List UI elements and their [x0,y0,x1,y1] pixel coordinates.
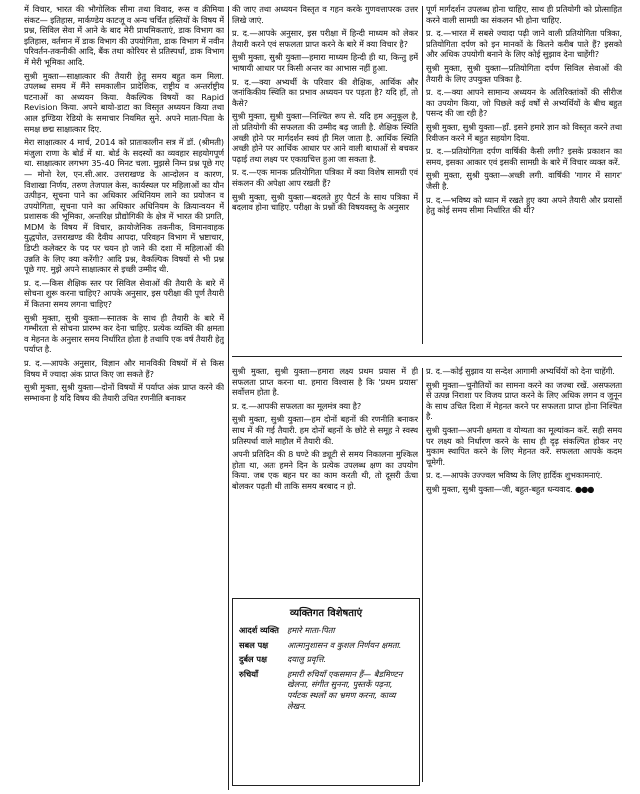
box-row-label: दुर्बल पक्ष [239,654,267,665]
question-paragraph: प्र. द.—एक मानक प्रतियोगिता पत्रिका में क्या विशेष सामग्री एवं संकलन की अपेक्षा आप रखती हैं? [232,167,418,188]
answer-paragraph: सुश्री मुक्ता, सुश्री युक्ता—हमारा लक्ष्य प्रथम प्रयास में ही सफलता प्राप्त करना था. हमारा विश्वास है कि 'प्रथम प्रयास' सर्वोत्तम होता है. [232,366,418,398]
text-column-3-top [426,4,622,344]
text-column-2-bottom [232,366,418,592]
section-divider [232,356,622,357]
box-title: व्यक्तिगत विशेषताएं [289,608,363,619]
answer-paragraph: सुश्री मुक्ता, सुश्री युक्ता—प्रतियोगिता दर्पण सिविल सेवाओं की तैयारी के लिए उपयुक्त पत्रिका है. [426,62,622,84]
box-row [233,625,419,636]
answer-paragraph: सुश्री मुक्ता, सुश्री युक्ता—हमारा माध्यम हिन्दी ही था, किन्तु हमें भाषायी आधार पर किसी अन्तर का आभास नहीं हुआ. [232,52,418,73]
question-paragraph: प्र. द.—आपकी सफलता का मूलमंत्र क्या है? [232,400,362,411]
question-paragraph: प्र. द.—आपके अनुसार, इस परीक्षा में हिन्दी माध्यम को लेकर तैयारी करने एवं सफलता प्राप्त करने के बारे में क्या विचार है? [232,28,418,49]
box-row [233,654,419,665]
text-column-1 [24,4,224,790]
closing-text: सुश्री मुक्ता, सुश्री युक्ता—जी, बहुत-बहुत धन्यवाद. [426,483,573,494]
answer-paragraph: सुश्री युक्ता—अपनी क्षमता व योग्यता का मूल्यांकन करें. सही समय पर लक्ष्य को निर्धारण करने के साथ ही दृढ़ संकल्पित होकर नए मुकाम स्थापित करने के लिए मेहनत करें. सफलता आपके कदम चूमेगी. [426,424,622,467]
box-row-label: आदर्श व्यक्ति [239,625,279,635]
personal-traits-box [232,598,420,786]
paragraph: पूर्ण मार्गदर्शन उपलब्ध होना चाहिए, साथ ही प्रतियोगी को प्रोत्साहित करने वाली सामग्री का संकलन भी होना चाहिए. [426,4,622,25]
box-row [233,669,419,711]
text-column-2-top [232,4,418,344]
column-divider [422,6,423,344]
paragraph: अपनी प्रतिदिन की 8 घण्टे की ड्यूटी से समय निकालना मुश्किल होता था, अतः हमने दिन के प्रत्येक उपलब्ध क्षण का उपयोग किया. जब एक बहन घर का काम करती थी, तो दूसरी ऊँचा बोलकर पढ़ती थी ताकि समय बरबाद न हो. [232,449,418,491]
question-paragraph: प्र. द.—कोई सुझाव या सन्देश आगामी अभ्यर्थियों को देना चाहेंगी. [426,366,615,376]
box-row-label: सबल पक्ष [239,639,269,650]
answer-paragraph: सुश्री मुक्ता, सुश्री युक्ता—निश्चित रूप से. यदि हम अनुकूल है, तो प्रतियोगी की सफलता की उम्मीद बढ़ जाती है. शैक्षिक स्थिति अच्छी होने पर मार्गदर्शन स्वयं ही मिल जाता है. आर्थिक स्थिति अच्छी होने पर आर्थिक आधार पर आने वाली बाधाओं से बचकर पढ़ाई तथा लक्ष्य पर एकाग्रचित्त हुआ जा सकता है. [232,111,418,164]
column-divider [422,368,423,782]
box-row-value: दयालु प्रवृत्ति. [287,654,326,665]
paragraph: में विचार, भारत की भौगोलिक सीमा तथा विवाद, रूस व क्रीमिया संकट— इतिहास, मार्कण्डेय काटजू व अन्य चर्चित हस्तियों के विषय में प्रश्न, सिविल सेवा में आने के बाद मेरी प्राथमिकताएं, डाक विभाग का इतिहास, वर्तमान में डाक विभाग की उपयोगिता, डाक विभाग में नवीन परिवर्तन-तकनीकी आदि, बैंक तथा कोरियर से प्रतिस्पर्धा, डाक विभाग में मेरी भूमिका आदि. [24,4,224,67]
answer-paragraph: सुश्री मुक्ता—चुनौतियों का सामना करने का जज्बा रखें. असफलता से उत्पन्न निराशा पर विजय प्राप्त करने के लिए अधिक लगन व जुनून के साथ उचित दिशा में मेहनत करने पर सफलता प्राप्त होना निश्चित है. [426,379,622,422]
question-paragraph: प्र. द.—भविष्य को ध्यान में रखते हुए क्या अपने तैयारी और प्रयासों हेतु कोई समय सीमा निर्धारित की थी? [426,194,622,216]
answer-paragraph: सुश्री मुक्ता, सुश्री युक्ता—दोनों विषयों में पर्याप्त अंक प्राप्त करने की सम्भावना है यदि विषय की तैयारी उचित रणनीति बनाकर [24,382,224,403]
end-mark: ●●● [574,483,594,494]
answer-paragraph: सुश्री मुक्ता, सुश्री युक्ता—स्नातक के साथ ही तैयारी के बारे में गम्भीरता से सोचना प्रारम्भ कर देना चाहिए. प्रत्येक व्यक्ति की क्षमता व मेहनत के अनुसार समय निर्धारित होता है तथापि एक वर्ष तैयारी हेतु पर्याप्त है. [24,312,224,355]
box-row-label: रुचियाँ [239,668,259,679]
box-row-value: हमारे माता-पिता [287,625,335,635]
column-divider [228,6,229,790]
paragraph: सुश्री मुक्ता—साक्षात्कार की तैयारी हेतु समय बहुत कम मिला. उपलब्ध समय में मैंने समकालीन प्रादेशिक, राष्ट्रीय व अन्तर्राष्ट्रीय घटनाओं का अध्ययन किया. वैकल्पिक विषयों का Rapid Revision किया. अपने बायो-डाटा का विस्तृत अध्ययन किया तथा आल इण्डिया रेडियो के समाचार नियमित सुने. अपने माता-पिता के समक्ष छद्म साक्षात्कार दिए. [24,70,224,134]
answer-paragraph: सुश्री मुक्ता, सुश्री युक्ता—अच्छी लगी. वार्षिकी 'गागर में सागर' जैसी है. [426,170,622,191]
question-paragraph: प्र. द.—भारत में सबसे ज्यादा पढ़ी जाने वाली प्रतियोगिता पत्रिका, प्रतियोगिता दर्पण को इन मानकों के कितने करीब पाते हैं? इसको और अधिक उपयोगी बनाने के लिए कोई सुझाव देना चाहेंगी? [426,28,622,60]
box-row-value: आत्मानुशासन व कुशल निर्णयन क्षमता. [287,639,402,650]
answer-paragraph: सुश्री मुक्ता, सुश्री युक्ता—हाँ. इसने हमारे ज्ञान को विस्तृत करने तथा रिवीजन करने में बहुत सहयोग दिया. [426,121,622,143]
question-paragraph: प्र. द.—किस शैक्षिक स्तर पर सिविल सेवाओं की तैयारी के बारे में सोचना शुरू करना चाहिए? आपके अनुसार, इस परीक्षा की पूर्ण तैयारी में कितना समय लगना चाहिए? [24,277,224,310]
question-paragraph: प्र. द.—आपके अनुसार, विज्ञान और मानविकी विषयों में से किस विषय में ज्यादा अंक प्राप्त किए जा सकते हैं? [24,358,224,379]
question-paragraph: प्र. द.—क्या आपने सामान्य अध्ययन के अतिरिक्तांकों की सीरीज का उपयोग किया, जो पिछले कई वर्षों से अभ्यर्थियों के बीच बहुत पसन्द की जा रही है? [426,87,622,119]
text-column-3-bottom [426,366,622,606]
answer-paragraph: सुश्री मुक्ता, सुश्री युक्ता—बदलते हुए पैटर्न के साथ पत्रिका में बदलाव होना चाहिए. परीक्षा के प्रश्नों की विषयवस्तु के अनुसार [232,191,418,213]
question-paragraph: प्र. द.—प्रतियोगिता दर्पण वार्षिकी कैसी लगी? इसके प्रकाशन का समय, इसका आकार एवं इसकी सामग्री के बारे में विचार व्यक्त करें. [426,146,622,167]
answer-paragraph [426,484,622,495]
paragraph: की जाए तथा अध्ययन विस्तृत व गहन करके गुणवत्तापरक उत्तर लिखे जाएं. [232,4,418,25]
question-paragraph: प्र. द.—क्या अभ्यर्थी के परिवार की शैक्षिक, आर्थिक और जनांकिकीय स्थिति का प्रभाव अध्ययन पर पड़ता है? यदि हाँ, तो कैसे? [232,76,418,108]
question-paragraph: प्र. द.—आपके उज्ज्वल भविष्य के लिए हार्दिक शुभकामनाएं. [426,470,603,481]
paragraph: मेरा साक्षात्कार 4 मार्च, 2014 को प्रातःकालीन सत्र में डॉ. (श्रीमती) मंजुला राणा के बोर्ड में था. बोर्ड के सदस्यों का व्यवहार सहयोगपूर्ण था. साक्षात्कार लगभग 35-40 मिनट चला. मुझसे निम्न प्रश्न पूछे गए— मोनो रेल, एन.सी.आर. उत्तराखण्ड के आन्दोलन व कारण, विशाखा निर्णय, तरुण तेजपाल केस, कार्यस्थल पर महिलाओं का यौन उत्पीड़न, सूचना पाने का अधिकार अधिनियम लाने का प्रयोजन व उपयोगिता, सूचना पाने का अधिकार अधिनियम के क्रियान्वयन में प्रशासक की भूमिका, अन्तरिक्ष प्रौद्योगिकी के क्षेत्र में भारत की प्रगति, MDM के विषय में विचार, क्रायोजेनिक तकनीक, विमानवाहक युद्धपोत, उत्तराखण्ड की दैवीय आपदा, परिवहन विभाग में भ्रष्टाचार, डिप्टी कलेक्टर के पद पर चयन हो जाने की दशा में महिलाओं की उन्नति के लिए क्या करेंगी? आदि प्रश्न, वैकल्पिक विषयों से भी प्रश्न पूछे गए. मुझे अपने साक्षात्कार से इच्छी उम्मीद थी. [24,137,224,275]
box-row [233,640,419,651]
box-row-value: हमारी रुचियाँ एकसमान हैं— बैडमिण्टन खेलना, संगीत सुनना, पुस्तकें पढ़ना, पर्यटक स्थलों का भ्रमण करना, काव्य लेखन. [287,668,403,711]
answer-paragraph: सुश्री मुक्ता, सुश्री युक्ता—हम दोनों बहनों की रणनीति बनाकर साथ में की गई तैयारी. हम दोनों बहनों के छोटे से समूह ने स्वस्थ प्रतिस्पर्धा वाले माहौल में तैयारी की. [232,414,418,446]
